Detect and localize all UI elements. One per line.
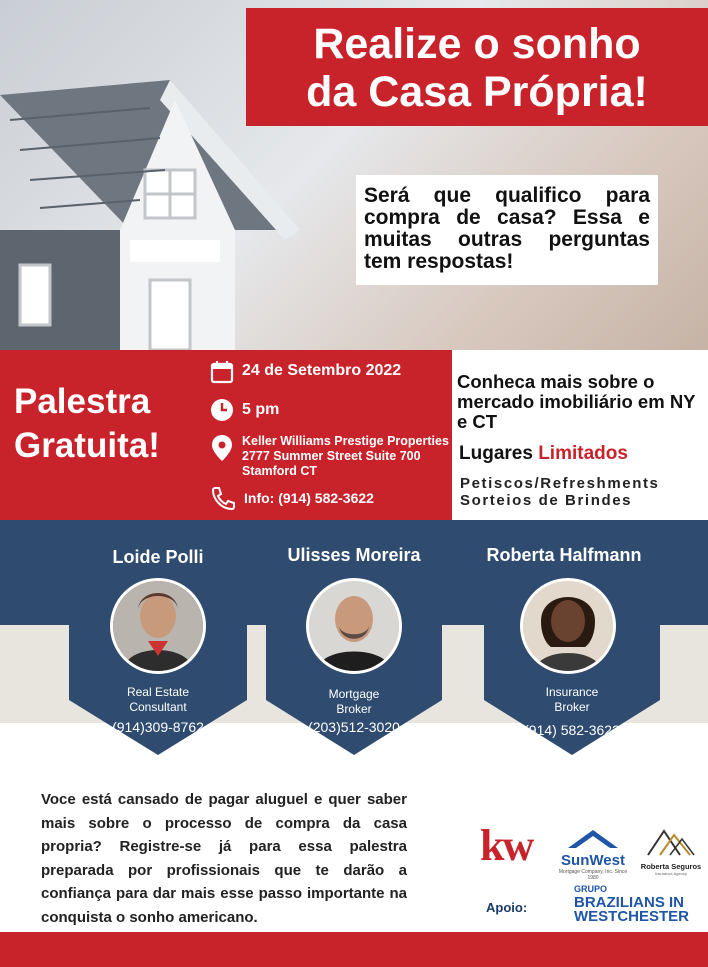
footer-bar <box>0 932 708 967</box>
clock-icon <box>210 398 234 422</box>
speaker-photo <box>306 578 402 674</box>
seats-emphasis: Limitados <box>538 443 628 464</box>
question-box: Será que qualifico para compra de casa? Essa e muitas outras perguntas tem respostas! <box>356 175 658 285</box>
speaker-role-line-2: Broker <box>336 702 372 716</box>
hero-image <box>0 0 708 350</box>
venue-name: Keller Williams Prestige Properties <box>242 434 449 448</box>
sunwest-name: SunWest <box>561 852 625 869</box>
event-title <box>14 380 160 468</box>
highlights-panel <box>452 350 708 520</box>
brazilians-logo <box>574 882 689 924</box>
event-title-line-2: Gratuita! <box>14 426 160 465</box>
speaker-role <box>266 687 442 717</box>
event-venue <box>210 434 449 479</box>
kw-logo: kw <box>480 821 533 870</box>
brazilians-line-2: WESTCHESTER <box>574 908 690 925</box>
speaker-name: Ulisses Moreira <box>287 545 421 565</box>
mountain-icon <box>646 825 696 857</box>
brazilians-line-1: BRAZILIANS IN <box>574 894 684 911</box>
event-phone <box>210 486 374 510</box>
sunwest-tagline: Mortgage Company, Inc. Since 1980 <box>558 869 628 881</box>
venue-city: Stamford CT <box>242 464 317 478</box>
raffles-text: Sorteios de Brindes <box>460 492 633 509</box>
speaker-phone[interactable]: (203)512-3020 <box>308 719 400 735</box>
headline-line-2: da Casa Própria! <box>306 68 648 116</box>
speaker-name: Roberta Halfmann <box>486 545 642 565</box>
apoio-label: Apoio: <box>486 900 528 915</box>
speaker-role-line-2: Broker <box>554 700 590 714</box>
speaker-phone[interactable]: (914)309-8762 <box>112 719 204 735</box>
event-time-text: 5 pm <box>242 401 280 418</box>
event-time <box>210 398 279 422</box>
event-title-line-1: Palestra <box>14 382 151 421</box>
speaker-role <box>484 685 660 715</box>
roberta-tagline: Insurance Agency <box>655 871 687 876</box>
headline-banner <box>246 8 708 126</box>
learn-text: Conheca mais sobre o mercado imobiliário em NY e CT <box>457 371 696 432</box>
speaker-role-line-1: Insurance <box>545 685 599 699</box>
event-phone-text[interactable]: Info: (914) 582-3622 <box>244 490 374 506</box>
speaker-photo <box>110 578 206 674</box>
speaker-role-line-1: Mortgage <box>328 687 380 701</box>
phone-icon <box>210 486 236 510</box>
speaker-role-line-2: Consultant <box>129 700 187 714</box>
roberta-name: Roberta Seguros <box>640 862 702 871</box>
roof-icon <box>568 828 618 848</box>
event-date <box>210 360 401 384</box>
seats-prefix: Lugares <box>459 443 533 464</box>
speaker-phone[interactable]: (914) 582-3622 <box>524 722 620 738</box>
speaker-role <box>69 685 247 715</box>
brazilians-grupo: GRUPO <box>574 884 608 894</box>
roberta-logo <box>640 825 702 876</box>
event-date-text: 24 de Setembro 2022 <box>242 362 402 379</box>
speaker-role-line-1: Real Estate <box>126 685 190 699</box>
body-paragraph: Voce está cansado de pagar aluguel e quer saber mais sobre o processo de compra da casa propria? Registre-se já para essa palestra preparada por profissionais que te darão a confiança para dar mais esse passo importante na conquista o sonho americano. <box>41 791 407 926</box>
speaker-name: Loide Polli <box>112 547 204 567</box>
calendar-icon <box>210 360 234 384</box>
event-band <box>0 350 452 520</box>
sunwest-logo <box>553 828 633 881</box>
seats-line <box>459 443 628 465</box>
venue-address: 2777 Summer Street Suite 700 <box>242 449 421 463</box>
location-pin-icon <box>210 434 234 462</box>
speaker-photo <box>520 578 616 674</box>
headline-line-1: Realize o sonho <box>313 20 641 68</box>
snacks-text: Petiscos/Refreshments <box>460 475 660 492</box>
